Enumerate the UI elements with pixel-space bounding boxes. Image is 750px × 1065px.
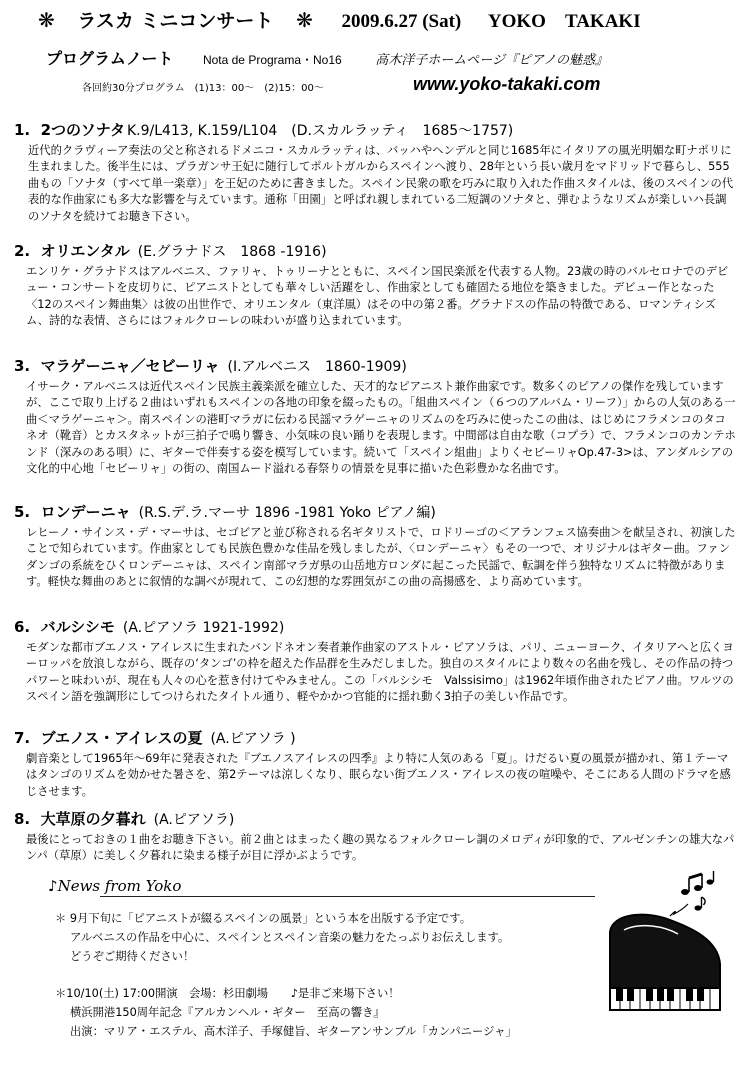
piece-composer: (A.ピアソラ 1921-1992) — [122, 620, 285, 636]
program-item-description: 近代的クラヴィーア奏法の父と称されるドメニコ・スカルラッティは、バッハやヘンデルと同じ1685年にイタリアの風光明媚な町ナポリに生まれました。後半生には、プラガンサ王妃に随行してポルトガルからスペインへ渡り、28年という長い歳月をマドリッドで暮らし、555曲もの「ソナタ（すべて単一楽章）」を王妃のために書きました。スペイン民衆の歌を巧みに取り入れた作曲スタイルは、後のスペインの代表的な作曲家にも多大な影響を与えています。通称「田園」と呼ばれ親しまれている二短調のソナタと、弾むようなリズムが楽しいハ長調のソナタを続けてお聴き下さい。 — [28, 144, 734, 223]
piece-title: 2つのソナタ — [40, 121, 125, 139]
homepage-name: 高木洋子ホームページ『ピアノの魅惑』 — [375, 53, 608, 68]
program-item-description: 劇音楽として1965年～69年に発表された『ブエノスアイレスの四季』より特に人気のある「夏」。けだるい夏の風景が描かれ、第１テーマはタンゴのリズムを効かせた暑さを、第2テーマは涼しくなり、眠らない街ブエノス・アイレスの夜の喧噪や、そこにある人間のドラマを感じさせます。 — [26, 752, 731, 798]
program-item-heading: 5. ロンデーニャ (R.S.デ.ラ.マーサ 1896 -1981 Yoko ピアノ編) — [14, 503, 436, 521]
program-item-5 — [14, 503, 736, 591]
grand-piano-icon — [600, 870, 730, 1020]
program-item-heading: 6. バルシシモ (A.ピアソラ 1921-1992) — [14, 618, 285, 636]
program-item-8 — [14, 810, 736, 865]
program-note-title: プログラムノート — [46, 49, 174, 68]
news-divider — [100, 896, 595, 897]
program-item-6 — [14, 618, 736, 706]
news-item-concert: ＊10/10(土) 17:00開演 会場：杉田劇場 ♪是非ご来場下さい！ — [55, 987, 400, 1000]
piece-composer: (A.ピアソラ) — [153, 812, 235, 828]
program-item-description: エンリケ・グラナドスはアルベニス、ファリャ、トゥリーナとともに、スペイン国民楽派を代表する人物。23歳の時のバルセロナでのデビュー・コンサートを皮切りに、ピアニストとしても華々しい活躍をし、作曲家としても確固たる地位を築きました。デビュー作となった〈12のスペイン舞曲集〉は彼の出世作で、オリエンタル（東洋風）はその中の第２番。グラナドスの作品の特徴である、ロマンティシズム、詩的な表情、さらにはフォルクローレの味わいが盛り込まれています。 — [26, 265, 729, 328]
news-heading: ♪News from Yoko — [48, 877, 182, 895]
program-item-description: イサーク・アルベニスは近代スペイン民族主義楽派を確立した、天才的なピアニスト兼作曲家です。数多くのピアノの傑作を残していますが、ここで取り上げる２曲はいずれもスペインの各地の印象を綴ったもの。「組曲スペイン（６つのアルバム・リーフ）」からの人気のある一曲＜マラゲーニャ＞。南スペインの港町マラガに伝わる民謡マラゲーニャのリズムのを巧みに使ったこの曲は、はじめにフラメンコのタコネオ（靴音）とカスタネットが三拍子で鳴り響き、小気味の良い踊りを表現します。中間部は自由な歌（コプラ）で、フラメンコのカンテホンド（深みのある唄）に、ギターで伴奏する姿を模写しています。続いて「スペイン組曲」よりくセビーリャOp.47-3>は、アンダルシアの文化的中心地「セビーリャ」の街の、南国ムード溢れる春祭りの情景を見事に描いた色彩豊かな名曲です。 — [26, 380, 736, 476]
performer-name: YOKO TAKAKI — [487, 11, 641, 32]
program-item-heading: 1. 2つのソナタ K.9/L413, K.159/L104 (D.スカルラッティ 1685～1757) — [14, 121, 514, 139]
star-icon: ❋ — [38, 8, 55, 32]
program-item-heading: 8. 大草原の夕暮れ (A.ピアソラ) — [14, 810, 235, 828]
program-item-description: レヒーノ・サインス・デ・マーサは、セゴビアと並び称される名ギタリストで、ロドリーゴの＜アランフェス協奏曲＞を献呈され、初演したことで知られています。作曲家としても民族色豊かな佳品を残しましたが、〈ロンデーニャ〉もその一つで、オリジナルはギター曲。ファンダンゴの系統をひくロンデーニャは、スペイン南部マラガ県の山岳地方ロンダに起こった民謡で、転調を伴う独特なリズムに特徴があります。軽快な舞曲のあとに叙情的な調べが現れて、この幻想的な雰囲気がこの曲の高揚感を、より高めています。 — [26, 526, 736, 589]
piece-title: ブエノス・アイレスの夏 — [40, 729, 203, 747]
program-item-description: 最後にとっておきの１曲をお聴き下さい。前２曲とはまったく趣の異なるフォルクローレ調のメロディが印象的で、アルゼンチンの雄大なパンパ（草原）に美しく夕暮れに染まる様子が目に浮かぶようです。 — [26, 833, 735, 863]
music-notes-icon — [670, 871, 714, 916]
piece-title: オリエンタル — [40, 242, 130, 260]
piece-title: ロンデーニャ — [40, 503, 131, 521]
program-item-2 — [14, 242, 736, 330]
program-item-heading: 3. マラゲーニャ／セビーリャ (I.アルベニス 1860-1909) — [14, 357, 407, 375]
program-item-1 — [14, 121, 736, 225]
website-link[interactable]: www.yoko-takaki.com — [413, 74, 601, 94]
news-item-book-closing: どうぞご期待ください！ — [70, 950, 195, 963]
program-item-7 — [14, 729, 736, 800]
piece-composer: (A.ピアソラ ) — [210, 731, 296, 747]
piece-composer: K.9/L413, K.159/L104 (D.スカルラッティ 1685～1757) — [126, 123, 514, 139]
program-item-3 — [14, 357, 736, 477]
piece-title: バルシシモ — [40, 618, 115, 636]
news-item-book-detail: アルベニスの作品を中心に、スペインとスペイン音楽の魅力をたっぷりお伝えします。 — [70, 931, 510, 944]
concert-title: ラスカ ミニコンサート — [77, 10, 274, 32]
star-icon: ❋ — [296, 8, 313, 32]
news-item-concert-title: 横浜開港150周年記念『アルカンヘル・ギター 至高の響き』 — [70, 1006, 385, 1019]
piece-composer: (I.アルベニス 1860-1909) — [227, 359, 407, 375]
program-item-heading: 7. ブエノス・アイレスの夏 (A.ピアソラ ) — [14, 729, 296, 747]
piece-composer: (E.グラナドス 1868 -1916) — [137, 244, 327, 260]
piece-composer: (R.S.デ.ラ.マーサ 1896 -1981 Yoko ピアノ編) — [138, 505, 436, 521]
piece-title: 大草原の夕暮れ — [40, 810, 146, 828]
concert-title-line — [38, 6, 641, 33]
concert-date: 2009.6.27 (Sat) — [341, 11, 462, 32]
subtitle-line — [46, 46, 608, 69]
news-item-book: ＊ 9月下旬に「ピアニストが綴るスペインの風景」という本を出版する予定です。 — [55, 912, 472, 925]
nota-number: Nota de Programa・No16 — [202, 53, 342, 67]
schedule-text: 各回約30分プログラム (1)13：00～ (2)15：00～ — [82, 83, 324, 94]
news-item-concert-cast: 出演：マリア・エステル、高木洋子、手塚健旨、ギターアンサンブル「カンパニージャ」 — [70, 1025, 517, 1038]
piece-title: マラゲーニャ／セビーリャ — [40, 357, 220, 375]
program-item-heading: 2. オリエンタル (E.グラナドス 1868 -1916) — [14, 242, 327, 260]
program-item-description: モダンな都市ブエノス・アイレスに生まれたバンドネオン奏者兼作曲家のアストル・ピアソラは、パリ、ニューヨーク、イタリアへと広くヨーロッパを放浪しながら、既存の‘タンゴ’の枠を超えた作品群を生みだしました。独自のスタイルにより数々の名曲を残し、その作品の持つパワーと味わいが、現在も人々の心を惹き付けてやみません。この「バルシシモ Valssisimo」は1962年頃作曲されたピアノ曲。ワルツのスペイン語を強調形にしてつけられたタイトル通り、軽やかかつ官能的に揺れ動く3拍子の美しい作品です。 — [26, 641, 734, 704]
